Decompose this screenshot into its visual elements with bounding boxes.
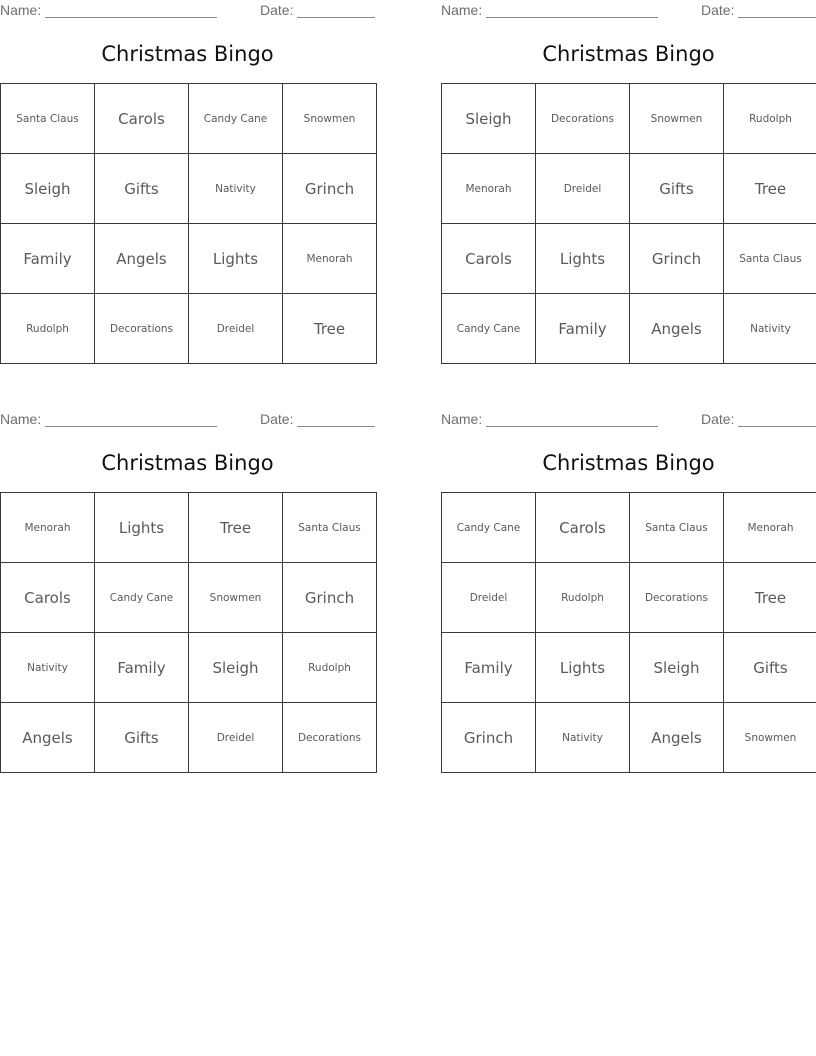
- bingo-cell: Santa Claus: [724, 224, 816, 294]
- bingo-cell: Dreidel: [536, 154, 630, 224]
- name-field: [441, 411, 658, 427]
- bingo-cell: Candy Cane: [442, 294, 536, 364]
- bingo-cell: Nativity: [536, 703, 630, 773]
- bingo-cell: Sleigh: [189, 633, 283, 703]
- bingo-cell: Decorations: [630, 563, 724, 633]
- bingo-cell: Santa Claus: [283, 493, 377, 563]
- bingo-cell: Sleigh: [630, 633, 724, 703]
- bingo-cell: Family: [442, 633, 536, 703]
- bingo-cell: Rudolph: [724, 84, 816, 154]
- name-blank-line: [45, 412, 217, 427]
- bingo-cell: Lights: [95, 493, 189, 563]
- bingo-cell: Santa Claus: [1, 84, 95, 154]
- bingo-cell: Angels: [95, 224, 189, 294]
- bingo-card-3: [0, 409, 375, 774]
- bingo-cell: Candy Cane: [189, 84, 283, 154]
- date-label: Date:: [260, 411, 294, 427]
- bingo-cell: Decorations: [95, 294, 189, 364]
- bingo-cell: Carols: [536, 493, 630, 563]
- bingo-card-1: [0, 0, 375, 365]
- bingo-cell: Family: [536, 294, 630, 364]
- bingo-cell: Tree: [283, 294, 377, 364]
- grid-row: [1, 493, 377, 563]
- bingo-cell: Lights: [536, 224, 630, 294]
- grid-row: [1, 633, 377, 703]
- bingo-cell: Santa Claus: [630, 493, 724, 563]
- grid-row: [1, 294, 377, 364]
- bingo-cell: Menorah: [442, 154, 536, 224]
- name-label: Name:: [441, 2, 483, 18]
- bingo-card-2: [441, 0, 816, 365]
- bingo-cell: Snowmen: [630, 84, 724, 154]
- date-field: [701, 2, 816, 18]
- bingo-cell: Rudolph: [536, 563, 630, 633]
- bingo-cell: Gifts: [630, 154, 724, 224]
- name-field: [441, 2, 658, 18]
- bingo-cell: Gifts: [724, 633, 816, 703]
- card-title: Christmas Bingo: [542, 451, 715, 475]
- bingo-cell: Dreidel: [189, 294, 283, 364]
- bingo-cell: Family: [1, 224, 95, 294]
- date-field: [260, 411, 375, 427]
- bingo-cell: Angels: [630, 294, 724, 364]
- bingo-cell: Decorations: [283, 703, 377, 773]
- bingo-cell: Candy Cane: [95, 563, 189, 633]
- info-line: [441, 2, 816, 20]
- grid-row: [1, 154, 377, 224]
- bingo-cell: Angels: [630, 703, 724, 773]
- bingo-cell: Tree: [189, 493, 283, 563]
- bingo-cell: Menorah: [724, 493, 816, 563]
- bingo-cell: Carols: [442, 224, 536, 294]
- name-field: [0, 2, 217, 18]
- bingo-cell: Candy Cane: [442, 493, 536, 563]
- name-label: Name:: [441, 411, 483, 427]
- name-label: Name:: [0, 2, 42, 18]
- grid-row: [1, 84, 377, 154]
- bingo-cell: Gifts: [95, 703, 189, 773]
- bingo-cell: Nativity: [724, 294, 816, 364]
- bingo-cell: Grinch: [283, 154, 377, 224]
- bingo-cell: Carols: [1, 563, 95, 633]
- grid-row: [442, 224, 816, 294]
- bingo-cell: Sleigh: [442, 84, 536, 154]
- bingo-cell: Rudolph: [283, 633, 377, 703]
- bingo-cell: Snowmen: [724, 703, 816, 773]
- name-blank-line: [486, 3, 658, 18]
- grid-row: [442, 84, 816, 154]
- card-title: Christmas Bingo: [101, 42, 274, 66]
- bingo-cell: Rudolph: [1, 294, 95, 364]
- date-blank-line: [738, 412, 816, 427]
- name-label: Name:: [0, 411, 42, 427]
- bingo-cell: Dreidel: [189, 703, 283, 773]
- bingo-card-4: [441, 409, 816, 774]
- info-line: [0, 411, 375, 429]
- name-field: [0, 411, 217, 427]
- grid-row: [442, 154, 816, 224]
- bingo-grid: [441, 83, 816, 364]
- date-blank-line: [297, 3, 375, 18]
- name-blank-line: [45, 3, 217, 18]
- info-line: [0, 2, 375, 20]
- bingo-cell: Menorah: [1, 493, 95, 563]
- bingo-cell: Nativity: [189, 154, 283, 224]
- grid-row: [442, 633, 816, 703]
- bingo-cell: Menorah: [283, 224, 377, 294]
- grid-row: [442, 294, 816, 364]
- bingo-cell: Tree: [724, 154, 816, 224]
- bingo-cell: Decorations: [536, 84, 630, 154]
- bingo-cell: Snowmen: [283, 84, 377, 154]
- bingo-cell: Tree: [724, 563, 816, 633]
- bingo-cell: Family: [95, 633, 189, 703]
- bingo-grid: [0, 83, 377, 364]
- bingo-cell: Sleigh: [1, 154, 95, 224]
- grid-row: [1, 224, 377, 294]
- info-line: [441, 411, 816, 429]
- bingo-cell: Lights: [189, 224, 283, 294]
- bingo-cell: Grinch: [442, 703, 536, 773]
- grid-row: [442, 493, 816, 563]
- bingo-grid: [0, 492, 377, 773]
- date-label: Date:: [701, 411, 735, 427]
- grid-row: [1, 703, 377, 773]
- grid-row: [1, 563, 377, 633]
- card-title: Christmas Bingo: [101, 451, 274, 475]
- bingo-cell: Carols: [95, 84, 189, 154]
- date-label: Date:: [260, 2, 294, 18]
- date-field: [260, 2, 375, 18]
- bingo-cell: Nativity: [1, 633, 95, 703]
- bingo-cell: Grinch: [283, 563, 377, 633]
- bingo-cell: Angels: [1, 703, 95, 773]
- date-blank-line: [297, 412, 375, 427]
- bingo-cell: Dreidel: [442, 563, 536, 633]
- date-field: [701, 411, 816, 427]
- bingo-cell: Lights: [536, 633, 630, 703]
- date-blank-line: [738, 3, 816, 18]
- bingo-cell: Gifts: [95, 154, 189, 224]
- grid-row: [442, 563, 816, 633]
- bingo-cell: Grinch: [630, 224, 724, 294]
- bingo-grid: [441, 492, 816, 773]
- date-label: Date:: [701, 2, 735, 18]
- grid-row: [442, 703, 816, 773]
- card-title: Christmas Bingo: [542, 42, 715, 66]
- name-blank-line: [486, 412, 658, 427]
- bingo-cell: Snowmen: [189, 563, 283, 633]
